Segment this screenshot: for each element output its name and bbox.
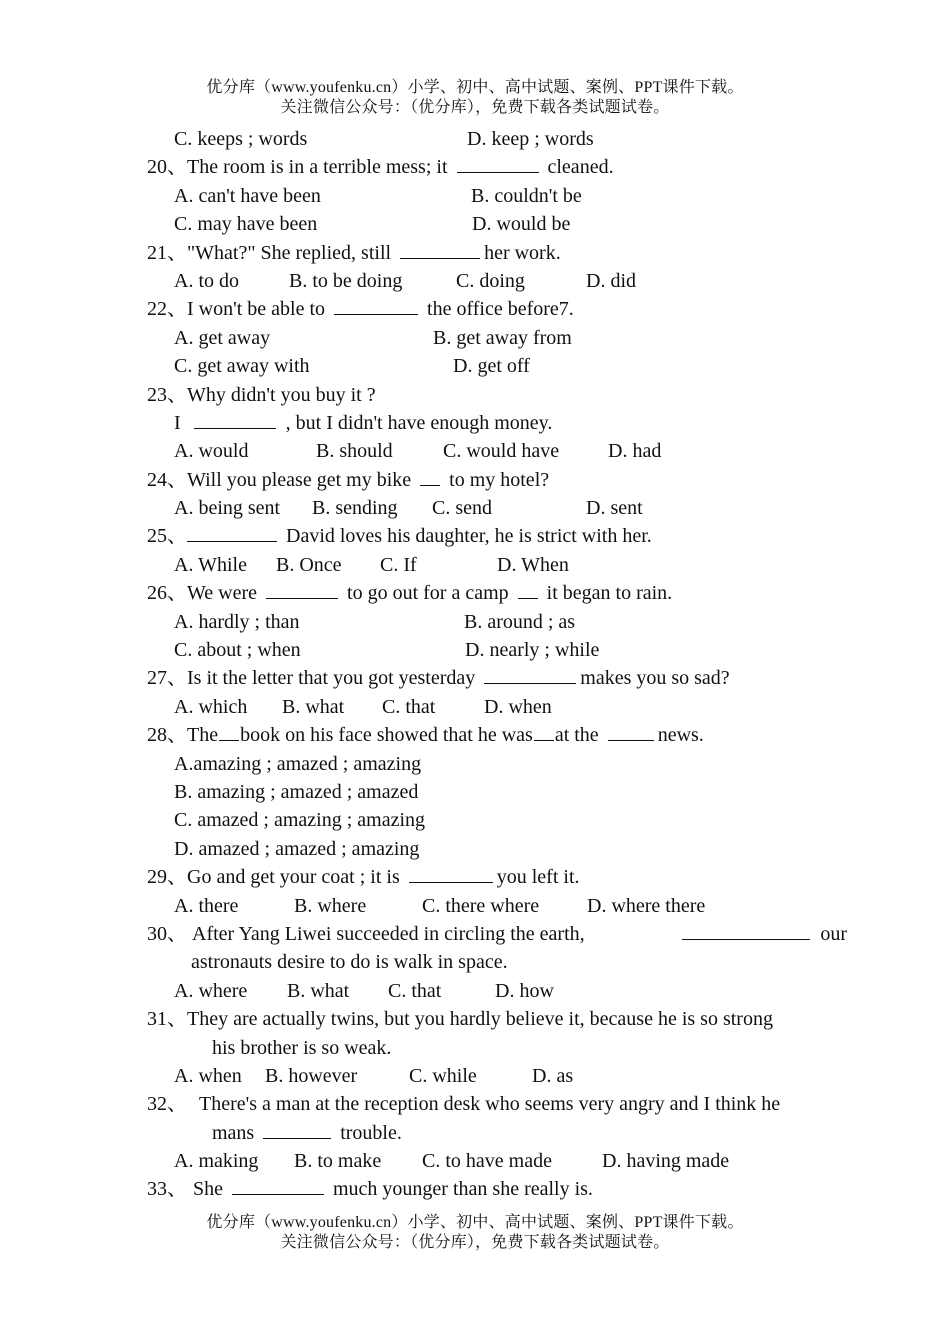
q29-stem-end: you left it. xyxy=(496,866,580,889)
q28-stem-p2: book on his face showed that he was xyxy=(240,724,533,747)
q24-option-c: C. send xyxy=(432,497,492,520)
q23-options xyxy=(147,437,847,465)
q30-option-d: D. how xyxy=(495,979,554,1002)
q31-option-b: B. however xyxy=(265,1064,358,1087)
q22-stem-text: I won't be able to xyxy=(187,298,326,321)
q26-option-d: D. nearly ; while xyxy=(465,639,600,662)
q23-number: 23、 xyxy=(147,383,187,406)
q25-option-c: C. If xyxy=(380,553,417,576)
q20-stem-end: cleaned. xyxy=(547,156,614,179)
q32-stem-text: There's a man at the reception desk who seems very angry and I think he xyxy=(199,1093,781,1116)
q29-option-a: A. there xyxy=(174,894,239,917)
q32-option-c: C. to have made xyxy=(422,1150,552,1173)
q25-options xyxy=(147,551,847,579)
q29-blank xyxy=(409,864,493,883)
q22-options-cd xyxy=(147,352,847,380)
q32-stem-line-2 xyxy=(147,1119,847,1147)
q26-option-b: B. around ; as xyxy=(464,610,576,633)
q26-option-a: A. hardly ; than xyxy=(174,610,300,633)
q21-blank xyxy=(400,240,480,259)
q24-stem-text: Will you please get my bike xyxy=(187,468,412,491)
q28-option-d-line xyxy=(147,835,847,863)
q25-stem xyxy=(147,522,847,550)
q29-options xyxy=(147,892,847,920)
q27-number: 27、 xyxy=(147,667,187,690)
q27-stem-end: makes you so sad? xyxy=(580,667,730,690)
q28-option-c-line xyxy=(147,806,847,834)
q26-blank-2 xyxy=(518,580,538,599)
q29-option-c: C. there where xyxy=(422,894,540,917)
q24-option-b: B. sending xyxy=(312,497,398,520)
q22-stem xyxy=(147,295,847,323)
q30-blank xyxy=(682,921,810,940)
q23-stem xyxy=(147,381,847,409)
q22-option-a: A. get away xyxy=(174,326,271,349)
q31-option-c: C. while xyxy=(409,1064,477,1087)
q25-option-b: B. Once xyxy=(276,553,342,576)
q25-blank xyxy=(187,523,277,542)
q28-option-d: D. amazed ; amazed ; amazing xyxy=(174,837,420,860)
q30-options xyxy=(147,977,847,1005)
q29-number: 29、 xyxy=(147,866,187,889)
q24-blank xyxy=(420,467,440,486)
q21-option-a: A. to do xyxy=(174,269,239,292)
q31-options xyxy=(147,1062,847,1090)
q30-stem-end: our xyxy=(820,922,847,945)
q24-stem xyxy=(147,466,847,494)
q22-options-ab xyxy=(147,324,847,352)
question-list xyxy=(147,125,847,1204)
q32-option-d: D. having made xyxy=(602,1150,730,1173)
q22-option-c: C. get away with xyxy=(174,355,310,378)
q20-blank xyxy=(457,154,539,173)
q21-stem-text: "What?" She replied, still xyxy=(187,241,392,264)
q21-option-c: C. doing xyxy=(456,269,525,292)
q20-stem-text: The room is in a terrible mess; it xyxy=(187,156,448,179)
q30-stem xyxy=(147,920,847,948)
q26-number: 26、 xyxy=(147,582,187,605)
q30-number: 30、 xyxy=(147,922,187,945)
q24-option-d: D. sent xyxy=(586,497,643,520)
page-footer xyxy=(0,1213,950,1253)
q21-stem xyxy=(147,239,847,267)
q28-option-a: A.amazing ; amazed ; amazing xyxy=(174,752,422,775)
q23-option-d: D. had xyxy=(608,440,662,463)
q24-options xyxy=(147,494,847,522)
q30-option-a: A. where xyxy=(174,979,248,1002)
q22-option-d: D. get off xyxy=(453,355,530,378)
q28-blank-3 xyxy=(608,722,654,741)
q28-option-b-line xyxy=(147,778,847,806)
q27-stem xyxy=(147,664,847,692)
page-header xyxy=(0,78,950,118)
q28-option-c: C. amazed ; amazing ; amazing xyxy=(174,809,426,832)
q20-options-ab xyxy=(147,182,847,210)
q28-option-a-line xyxy=(147,750,847,778)
q32-options xyxy=(147,1147,847,1175)
q23-option-c: C. would have xyxy=(443,440,560,463)
q24-stem-end: to my hotel? xyxy=(449,468,550,491)
q30-option-b: B. what xyxy=(287,979,350,1002)
q28-stem-p1: The xyxy=(187,724,219,747)
q29-option-d: D. where there xyxy=(587,894,706,917)
q20-number: 20、 xyxy=(147,156,187,179)
q27-blank xyxy=(484,665,576,684)
header-line-1: 优分库（www.youfenku.cn）小学、初中、高中试题、案例、PPT课件下载。 xyxy=(206,79,744,96)
q20-option-c: C. may have been xyxy=(174,213,318,236)
q25-number: 25、 xyxy=(147,525,187,548)
q21-option-d: D. did xyxy=(586,269,636,292)
q33-stem-end: much younger than she really is. xyxy=(333,1178,593,1201)
q25-stem-text: David loves his daughter, he is strict with her. xyxy=(286,525,652,548)
q30-option-c: C. that xyxy=(388,979,442,1002)
q27-option-a: A. which xyxy=(174,695,248,718)
q26-stem-text: We were xyxy=(187,582,258,605)
q27-option-d: D. when xyxy=(484,695,552,718)
q25-option-d: D. When xyxy=(497,553,569,576)
q21-stem-end: her work. xyxy=(484,241,561,264)
q33-stem xyxy=(147,1175,847,1203)
q28-option-b: B. amazing ; amazed ; amazed xyxy=(174,780,419,803)
q23-stem-text: Why didn't you buy it ? xyxy=(187,383,376,406)
q28-stem xyxy=(147,721,847,749)
q31-number: 31、 xyxy=(147,1008,187,1031)
footer-line-2: 关注微信公众号：（优分库），免费下载各类试题试卷。 xyxy=(280,1234,670,1251)
q31-option-d: D. as xyxy=(532,1064,574,1087)
q29-stem-text: Go and get your coat ; it is xyxy=(187,866,400,889)
q32-stem xyxy=(147,1090,847,1118)
q23-option-a: A. would xyxy=(174,440,249,463)
q26-options-cd xyxy=(147,636,847,664)
q27-options xyxy=(147,693,847,721)
q26-options-ab xyxy=(147,608,847,636)
q22-option-b: B. get away from xyxy=(433,326,572,349)
footer-line-1: 优分库（www.youfenku.cn）小学、初中、高中试题、案例、PPT课件下载。 xyxy=(206,1214,744,1231)
q29-option-b: B. where xyxy=(294,894,367,917)
q19-option-d: D. keep ; words xyxy=(467,128,594,150)
q19-option-c: C. keeps ; words xyxy=(174,128,308,150)
q27-option-c: C. that xyxy=(382,695,436,718)
q33-blank xyxy=(232,1176,324,1195)
q27-stem-text: Is it the letter that you got yesterday xyxy=(187,667,476,690)
q31-stem xyxy=(147,1005,847,1033)
q30-stem-text: After Yang Liwei succeeded in circling the earth, xyxy=(192,922,585,945)
q19-options-cd xyxy=(147,125,847,153)
q28-blank-2 xyxy=(534,722,554,741)
q32-option-a: A. making xyxy=(174,1150,259,1173)
q33-number: 33、 xyxy=(147,1178,187,1201)
q24-number: 24、 xyxy=(147,468,187,491)
q32-stem-mans: mans xyxy=(212,1121,255,1144)
q21-number: 21、 xyxy=(147,241,187,264)
q28-stem-p3: at the xyxy=(554,724,599,747)
q32-blank xyxy=(263,1120,331,1139)
q32-number: 32、 xyxy=(147,1093,187,1116)
q31-option-a: A. when xyxy=(174,1064,242,1087)
q24-option-a: A. being sent xyxy=(174,497,281,520)
q22-number: 22、 xyxy=(147,298,187,321)
q20-stem xyxy=(147,153,847,181)
q32-stem-end: trouble. xyxy=(340,1121,402,1144)
q21-options xyxy=(147,267,847,295)
q30-stem-continued: astronauts desire to do is walk in space. xyxy=(191,951,508,974)
q28-number: 28、 xyxy=(147,724,187,747)
q20-options-cd xyxy=(147,210,847,238)
q25-option-a: A. While xyxy=(174,553,247,576)
q31-stem-line-2 xyxy=(147,1034,847,1062)
q22-blank xyxy=(334,296,418,315)
q20-option-d: D. would be xyxy=(472,213,571,236)
q26-stem-end: it began to rain. xyxy=(546,582,673,605)
q23-option-b: B. should xyxy=(316,440,393,463)
q27-option-b: B. what xyxy=(282,695,345,718)
q22-stem-end: the office before7. xyxy=(427,298,574,321)
q20-option-b: B. couldn't be xyxy=(471,184,582,207)
q21-option-b: B. to be doing xyxy=(289,269,403,292)
q26-option-c: C. about ; when xyxy=(174,639,301,662)
q30-stem-line-2 xyxy=(147,948,847,976)
q33-stem-text: She xyxy=(193,1178,223,1201)
q20-option-a: A. can't have been xyxy=(174,184,321,207)
q23-blank xyxy=(194,410,276,429)
q23-stem-line-2 xyxy=(147,409,847,437)
q31-stem-continued: his brother is so weak. xyxy=(212,1036,392,1059)
q26-blank-1 xyxy=(266,580,338,599)
q26-stem xyxy=(147,579,847,607)
q28-stem-p4: news. xyxy=(657,724,704,747)
q23-stem-end: , but I didn't have enough money. xyxy=(285,411,553,434)
q31-stem-text: They are actually twins, but you hardly believe it, because he is so strong xyxy=(187,1008,773,1031)
q29-stem xyxy=(147,863,847,891)
header-line-2: 关注微信公众号：（优分库），免费下载各类试题试卷。 xyxy=(280,99,670,116)
q23-stem-i: I xyxy=(174,411,181,434)
q32-option-b: B. to make xyxy=(294,1150,382,1173)
q28-blank-1 xyxy=(219,722,239,741)
q26-stem-mid: to go out for a camp xyxy=(347,582,509,605)
